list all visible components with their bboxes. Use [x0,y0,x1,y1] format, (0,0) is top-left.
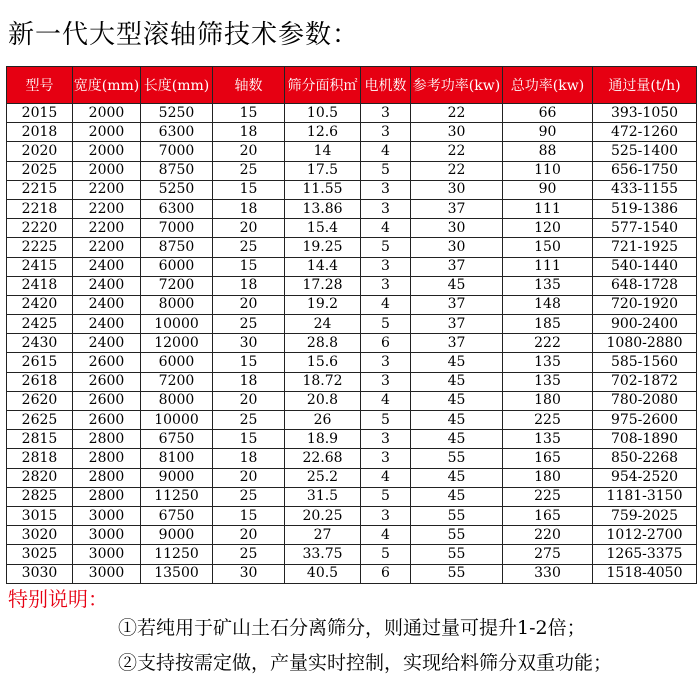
table-cell: 135 [503,276,593,295]
table-cell: 3020 [7,526,73,545]
table-cell: 3 [361,276,411,295]
table-row [7,295,697,314]
table-cell: 275 [503,545,593,564]
table-cell: 2418 [7,276,73,295]
table-cell: 55 [411,506,503,525]
table-row [7,180,697,199]
table-cell: 225 [503,487,593,506]
table-cell: 3000 [73,564,141,583]
table-cell: 15.4 [285,219,361,238]
table-cell: 6750 [141,430,213,449]
table-cell: 900-2400 [593,315,697,334]
table-cell: 2200 [73,238,141,257]
table-cell: 3 [361,123,411,142]
table-cell: 20.25 [285,506,361,525]
table-cell: 393-1050 [593,104,697,123]
table-cell: 14.4 [285,257,361,276]
table-cell: 15 [213,430,285,449]
table-cell: 25.2 [285,468,361,487]
table-cell: 37 [411,334,503,353]
table-cell: 25 [213,315,285,334]
table-cell: 55 [411,449,503,468]
column-header: 长度(mm) [141,67,213,104]
table-row [7,315,697,334]
table-cell: 3 [361,430,411,449]
table-cell: 2200 [73,180,141,199]
table-cell: 2425 [7,315,73,334]
table-cell: 3 [361,104,411,123]
table-cell: 2020 [7,142,73,161]
table-cell: 45 [411,411,503,430]
table-cell: 185 [503,315,593,334]
table-cell: 6000 [141,257,213,276]
table-row [7,199,697,218]
table-cell: 433-1155 [593,180,697,199]
table-cell: 1012-2700 [593,526,697,545]
table-cell: 135 [503,372,593,391]
table-cell: 111 [503,199,593,218]
table-cell: 3 [361,353,411,372]
table-cell: 2615 [7,353,73,372]
table-cell: 19.2 [285,295,361,314]
table-cell: 225 [503,411,593,430]
table-cell: 9000 [141,468,213,487]
table-cell: 6300 [141,123,213,142]
table-cell: 2025 [7,161,73,180]
column-header: 通过量(t/h) [593,67,697,104]
table-cell: 2625 [7,411,73,430]
table-cell: 5 [361,411,411,430]
page-title: 新一代大型滚轴筛技术参数： [8,20,360,50]
table-cell: 2415 [7,257,73,276]
table-cell: 6300 [141,199,213,218]
table-cell: 8100 [141,449,213,468]
table-cell: 2600 [73,372,141,391]
table-cell: 30 [411,123,503,142]
table-cell: 20 [213,219,285,238]
column-header: 轴数 [213,67,285,104]
table-cell: 2600 [73,391,141,410]
table-cell: 4 [361,391,411,410]
table-cell: 55 [411,545,503,564]
table-cell: 3025 [7,545,73,564]
table-cell: 7000 [141,219,213,238]
table-cell: 8000 [141,295,213,314]
table-cell: 585-1560 [593,353,697,372]
table-cell: 11250 [141,487,213,506]
table-cell: 45 [411,276,503,295]
table-cell: 1265-3375 [593,545,697,564]
table-cell: 30 [411,180,503,199]
table-cell: 3 [361,199,411,218]
column-header: 总功率(kw) [503,67,593,104]
table-cell: 6 [361,564,411,583]
table-cell: 19.25 [285,238,361,257]
table-cell: 3000 [73,545,141,564]
table-cell: 90 [503,123,593,142]
table-cell: 2618 [7,372,73,391]
table-cell: 45 [411,430,503,449]
table-cell: 18.72 [285,372,361,391]
table-cell: 30 [411,219,503,238]
table-row [7,334,697,353]
table-cell: 30 [213,564,285,583]
table-cell: 3 [361,506,411,525]
table-cell: 5 [361,238,411,257]
table-header-row [7,67,697,104]
table-cell: 3000 [73,506,141,525]
table-cell: 2815 [7,430,73,449]
table-cell: 180 [503,468,593,487]
table-cell: 7200 [141,276,213,295]
table-cell: 45 [411,487,503,506]
table-cell: 33.75 [285,545,361,564]
table-cell: 2000 [73,104,141,123]
table-cell: 15.6 [285,353,361,372]
table-cell: 4 [361,142,411,161]
table-cell: 18 [213,199,285,218]
table-cell: 2400 [73,257,141,276]
table-row [7,123,697,142]
table-cell: 11250 [141,545,213,564]
table-cell: 20 [213,526,285,545]
table-cell: 577-1540 [593,219,697,238]
table-cell: 220 [503,526,593,545]
table-cell: 708-1890 [593,430,697,449]
table-cell: 3015 [7,506,73,525]
table-cell: 6000 [141,353,213,372]
table-cell: 45 [411,391,503,410]
table-row [7,506,697,525]
table-cell: 3 [361,449,411,468]
table-cell: 15 [213,104,285,123]
table-cell: 135 [503,353,593,372]
table-cell: 20 [213,391,285,410]
table-cell: 3030 [7,564,73,583]
table-row [7,353,697,372]
table-cell: 31.5 [285,487,361,506]
table-cell: 525-1400 [593,142,697,161]
table-cell: 18 [213,276,285,295]
table-cell: 2018 [7,123,73,142]
table-cell: 8750 [141,238,213,257]
table-cell: 30 [411,238,503,257]
table-cell: 3000 [73,526,141,545]
table-cell: 20 [213,468,285,487]
table-cell: 2218 [7,199,73,218]
table-cell: 17.28 [285,276,361,295]
table-cell: 111 [503,257,593,276]
table-cell: 26 [285,411,361,430]
table-cell: 2818 [7,449,73,468]
table-row [7,104,697,123]
table-cell: 25 [213,161,285,180]
table-cell: 7200 [141,372,213,391]
table-row [7,411,697,430]
table-cell: 13.86 [285,199,361,218]
table-cell: 22 [411,104,503,123]
table-cell: 2820 [7,468,73,487]
table-cell: 11.55 [285,180,361,199]
table-cell: 2400 [73,334,141,353]
table-cell: 1181-3150 [593,487,697,506]
table-cell: 2600 [73,411,141,430]
table-cell: 7000 [141,142,213,161]
table-cell: 702-1872 [593,372,697,391]
table-cell: 2620 [7,391,73,410]
table-cell: 954-2520 [593,468,697,487]
table-row [7,142,697,161]
table-cell: 20 [213,142,285,161]
table-row [7,545,697,564]
table-cell: 25 [213,411,285,430]
table-row [7,276,697,295]
column-header: 型号 [7,67,73,104]
table-cell: 165 [503,449,593,468]
table-cell: 2200 [73,199,141,218]
table-cell: 5 [361,487,411,506]
table-cell: 2600 [73,353,141,372]
table-cell: 2225 [7,238,73,257]
table-row [7,372,697,391]
table-cell: 8750 [141,161,213,180]
table-cell: 2800 [73,430,141,449]
table-cell: 15 [213,257,285,276]
table-cell: 28.8 [285,334,361,353]
table-cell: 2825 [7,487,73,506]
note-item: ②支持按需定做，产量实时控制，实现给料筛分双重功能； [118,652,613,674]
table-cell: 2400 [73,295,141,314]
table-cell: 18 [213,372,285,391]
table-cell: 15 [213,506,285,525]
table-cell: 25 [213,487,285,506]
table-row [7,391,697,410]
table-cell: 975-2600 [593,411,697,430]
column-header: 电机数 [361,67,411,104]
table-cell: 12.6 [285,123,361,142]
table-cell: 135 [503,430,593,449]
table-cell: 3 [361,372,411,391]
table-cell: 180 [503,391,593,410]
note-item: ①若纯用于矿山土石分离筛分，则通过量可提升1-2倍； [118,617,586,639]
table-cell: 110 [503,161,593,180]
table-cell: 5 [361,161,411,180]
column-header: 宽度(mm) [73,67,141,104]
table-cell: 2200 [73,219,141,238]
table-cell: 27 [285,526,361,545]
table-cell: 13500 [141,564,213,583]
table-cell: 2400 [73,315,141,334]
table-cell: 55 [411,526,503,545]
table-cell: 2015 [7,104,73,123]
table-cell: 88 [503,142,593,161]
table-cell: 1080-2880 [593,334,697,353]
table-cell: 2215 [7,180,73,199]
table-cell: 5250 [141,104,213,123]
table-cell: 17.5 [285,161,361,180]
table-cell: 14 [285,142,361,161]
table-cell: 720-1920 [593,295,697,314]
table-cell: 648-1728 [593,276,697,295]
table-cell: 25 [213,238,285,257]
table-cell: 519-1386 [593,199,697,218]
table-cell: 2000 [73,142,141,161]
table-row [7,526,697,545]
table-cell: 540-1440 [593,257,697,276]
table-cell: 5 [361,545,411,564]
table-cell: 2220 [7,219,73,238]
table-cell: 37 [411,199,503,218]
table-cell: 2800 [73,449,141,468]
table-cell: 8000 [141,391,213,410]
table-cell: 4 [361,468,411,487]
table-cell: 20.8 [285,391,361,410]
table-cell: 45 [411,468,503,487]
table-cell: 6750 [141,506,213,525]
table-cell: 850-2268 [593,449,697,468]
table-row [7,219,697,238]
table-row [7,238,697,257]
table-cell: 222 [503,334,593,353]
special-notes-heading: 特别说明： [8,587,108,611]
table-cell: 5 [361,315,411,334]
table-cell: 18.9 [285,430,361,449]
table-cell: 15 [213,180,285,199]
table-cell: 10000 [141,411,213,430]
table-cell: 2000 [73,123,141,142]
table-cell: 37 [411,295,503,314]
table-cell: 150 [503,238,593,257]
table-cell: 66 [503,104,593,123]
table-cell: 18 [213,449,285,468]
column-header: 参考功率(kw) [411,67,503,104]
column-header: 筛分面积㎡ [285,67,361,104]
table-cell: 15 [213,353,285,372]
table-cell: 10000 [141,315,213,334]
table-row [7,257,697,276]
table-cell: 5250 [141,180,213,199]
table-body [7,104,697,584]
table-cell: 9000 [141,526,213,545]
table-cell: 120 [503,219,593,238]
table-row [7,161,697,180]
table-cell: 2800 [73,468,141,487]
table-cell: 90 [503,180,593,199]
table-cell: 759-2025 [593,506,697,525]
table-cell: 165 [503,506,593,525]
table-cell: 656-1750 [593,161,697,180]
table-cell: 2800 [73,487,141,506]
table-row [7,564,697,583]
table-cell: 4 [361,219,411,238]
table-cell: 2430 [7,334,73,353]
table-cell: 6 [361,334,411,353]
table-row [7,430,697,449]
table-cell: 3 [361,180,411,199]
table-row [7,449,697,468]
table-cell: 22 [411,142,503,161]
table-cell: 2000 [73,161,141,180]
table-cell: 30 [213,334,285,353]
table-cell: 24 [285,315,361,334]
table-cell: 148 [503,295,593,314]
table-cell: 18 [213,123,285,142]
table-cell: 4 [361,295,411,314]
table-cell: 55 [411,564,503,583]
table-cell: 25 [213,545,285,564]
table-cell: 721-1925 [593,238,697,257]
table-cell: 45 [411,372,503,391]
table-cell: 37 [411,315,503,334]
table-cell: 20 [213,295,285,314]
table-cell: 40.5 [285,564,361,583]
table-cell: 10.5 [285,104,361,123]
table-cell: 22.68 [285,449,361,468]
table-row [7,487,697,506]
table-cell: 22 [411,161,503,180]
table-cell: 12000 [141,334,213,353]
table-cell: 4 [361,526,411,545]
table-cell: 37 [411,257,503,276]
table-cell: 2420 [7,295,73,314]
table-cell: 2400 [73,276,141,295]
table-cell: 330 [503,564,593,583]
table-cell: 780-2080 [593,391,697,410]
table-cell: 45 [411,353,503,372]
table-cell: 3 [361,257,411,276]
table-row [7,468,697,487]
table-cell: 1518-4050 [593,564,697,583]
parameter-table [6,66,697,584]
table-cell: 472-1260 [593,123,697,142]
